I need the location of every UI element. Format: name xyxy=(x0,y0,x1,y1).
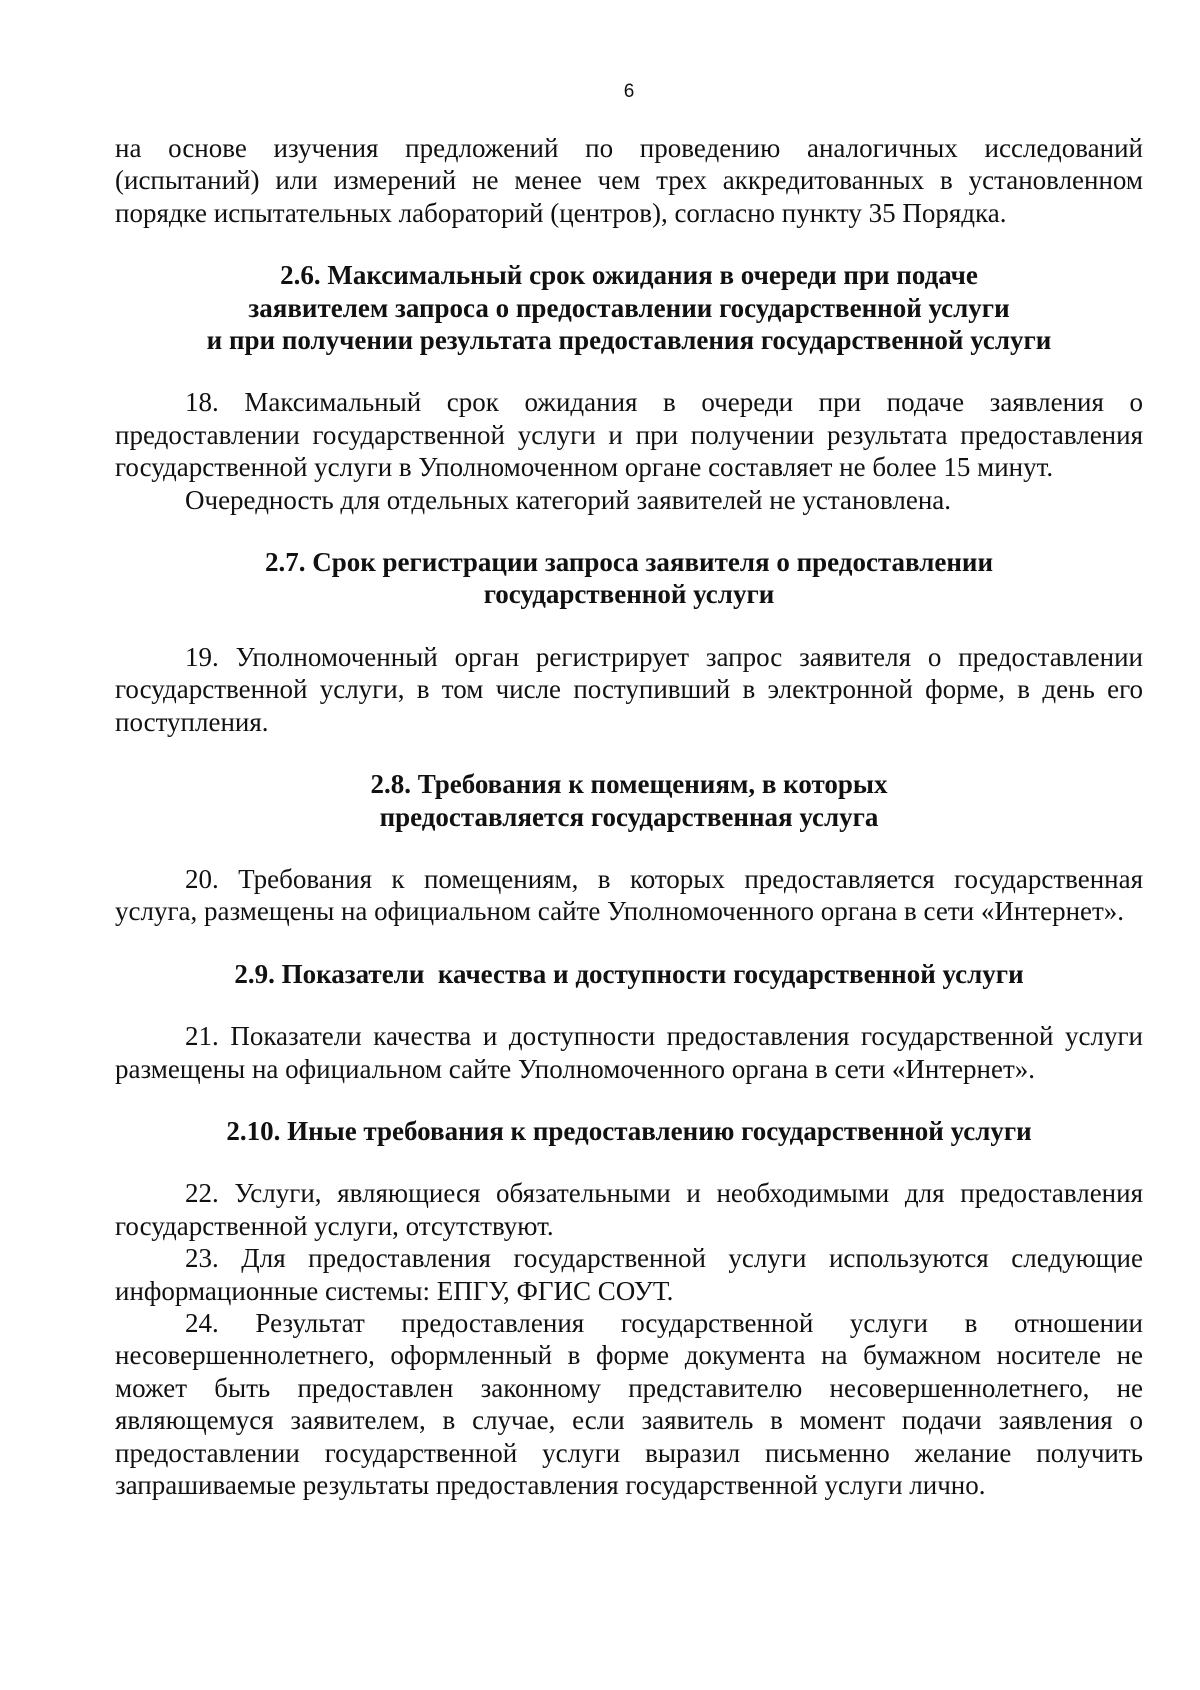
heading-line: 2.9. Показатели качества и доступности государственной услуги xyxy=(234,958,1024,989)
heading-line: 2.10. Иные требования к предоставлению государственной услуги xyxy=(226,1115,1032,1146)
paragraph-21: 21. Показатели качества и доступности предоставления государственной услуги размещены на официальном сайте Уполномоченного органа в сети «Интернет». xyxy=(115,1021,1143,1084)
heading-line: 2.7. Срок регистрации запроса заявителя о предоставлении xyxy=(264,547,994,578)
paragraph-24: 24. Результат предоставления государственной услуги в отношении несовершеннолетнего, оформленный в форме документа на бумажном носителе не может быть предоставлен законному представителю несовершеннолетнего, не являющемуся заявителем, в случае, если заявитель в момент подачи заявления о предоставлении государственной услуги выразил письменно желание получить запрашиваемые результаты предоставления государственной услуги лично. xyxy=(115,1307,1143,1500)
intro-paragraph: на основе изучения предложений по проведению аналогичных исследований (испытаний) или измерений не менее чем трех аккредитованных в установленном порядке испытательных лабораторий (центров), согласно пункту 35 Порядка. xyxy=(115,133,1143,228)
heading-line: заявителем запроса о предоставлении государственной услуги xyxy=(248,292,1010,323)
heading-line: 2.8. Требования к помещениям, в которых xyxy=(370,769,888,800)
heading-line: и при получении результата предоставления государственной услуги xyxy=(206,325,1052,356)
heading-line: государственной услуги xyxy=(483,579,775,610)
paragraph-19: 19. Уполномоченный орган регистрирует запрос заявителя о предоставлении государственной услуги, в том числе поступивший в электронной форме, в день его поступления. xyxy=(115,641,1143,737)
heading-line: предоставляется государственная услуга xyxy=(379,801,879,832)
paragraph-23: 23. Для предоставления государственной услуги используются следующие информационные системы: ЕПГУ, ФГИС СОУТ. xyxy=(115,1243,1143,1306)
heading-line: 2.6. Максимальный срок ожидания в очереди при подаче xyxy=(280,260,978,291)
section-heading-2-6 xyxy=(115,259,1143,356)
paragraph-20: 20. Требования к помещениям, в которых предоставляется государственная услуга, размещены на официальном сайте Уполномоченного органа в сети «Интернет». xyxy=(115,863,1143,927)
section-heading-2-10 xyxy=(115,1115,1143,1147)
paragraph-18: 18. Максимальный срок ожидания в очереди при подаче заявления о предоставлении государственной услуги и при получении результата предоставления государственной услуги в Уполномоченном органе составляет не более 15 минут. xyxy=(115,387,1143,483)
paragraph-22: 22. Услуги, являющиеся обязательными и необходимыми для предоставления государственной услуги, отсутствуют. xyxy=(115,1178,1143,1241)
section-heading-2-8 xyxy=(115,768,1143,833)
paragraph-queue-priority: Очередность для отдельных категорий заявителей не установлена. xyxy=(185,484,952,515)
section-heading-2-9 xyxy=(115,958,1143,990)
section-heading-2-7 xyxy=(115,546,1143,611)
page-number: 6 xyxy=(623,81,635,102)
